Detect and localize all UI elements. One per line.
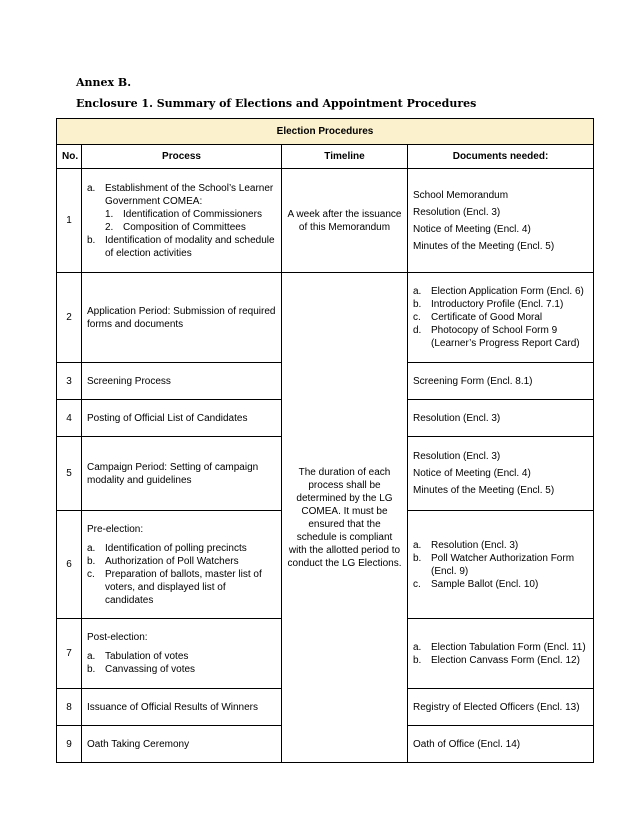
process-cell xyxy=(82,169,282,273)
process-heading: Post-election: xyxy=(87,632,148,643)
documents-cell xyxy=(408,437,594,511)
row-number: 6 xyxy=(57,511,82,619)
row-number: 2 xyxy=(57,273,82,363)
table-title: Election Procedures xyxy=(57,119,594,145)
list-item: a. Tabulation of votes xyxy=(87,651,189,662)
document-item: School Memorandum xyxy=(413,189,509,201)
documents-cell: Oath of Office (Encl. 14) xyxy=(408,726,594,763)
documents-cell xyxy=(408,169,594,273)
enclosure-title: Enclosure 1. Summary of Elections and Appointment Procedures xyxy=(76,97,477,110)
process-cell: Issuance of Official Results of Winners xyxy=(82,689,282,726)
list-item: 1. Identification of Commissioners xyxy=(105,208,262,220)
list-item: c. Sample Ballot (Encl. 10) xyxy=(413,578,539,590)
process-cell xyxy=(82,511,282,619)
row-number: 1 xyxy=(57,169,82,273)
header-row xyxy=(57,145,594,169)
col-header-no: No. xyxy=(57,145,82,169)
list-item: 2. Composition of Committees xyxy=(105,221,246,233)
list-item: c. Certificate of Good Moral xyxy=(413,312,543,323)
row-number: 9 xyxy=(57,726,82,763)
row-number: 4 xyxy=(57,400,82,437)
shared-timeline-cell: The duration of each process shall be determined by the LG COMEA. It must be ensured that the schedule is compliant with the allotted period to conduct the LG Elections. xyxy=(282,273,408,763)
documents-cell xyxy=(408,619,594,689)
process-cell: Campaign Period: Setting of campaign modality and guidelines xyxy=(82,437,282,511)
process-cell: Application Period: Submission of required forms and documents xyxy=(82,273,282,363)
documents-cell: Screening Form (Encl. 8.1) xyxy=(408,363,594,400)
list-item: d. Photocopy of School Form 9 (Learner’s Progress Report Card) xyxy=(413,325,580,349)
list-item: b. Election Canvass Form (Encl. 12) xyxy=(413,654,580,666)
col-header-timeline: Timeline xyxy=(282,145,408,169)
document-item: Minutes of the Meeting (Encl. 5) xyxy=(413,485,555,496)
list-item: b. Canvassing of votes xyxy=(87,664,196,675)
document-item: Notice of Meeting (Encl. 4) xyxy=(413,468,531,479)
process-cell: Posting of Official List of Candidates xyxy=(82,400,282,437)
process-cell xyxy=(82,619,282,689)
list-item: a. Election Tabulation Form (Encl. 11) xyxy=(413,641,586,653)
documents-cell: Registry of Elected Officers (Encl. 13) xyxy=(408,689,594,726)
documents-cell xyxy=(408,273,594,363)
document-item: Resolution (Encl. 3) xyxy=(413,451,501,462)
row-number: 3 xyxy=(57,363,82,400)
list-item: a. Identification of polling precincts xyxy=(87,542,247,554)
annex-label: Annex B. xyxy=(76,76,132,89)
document-item: Minutes of the Meeting (Encl. 5) xyxy=(413,240,555,252)
documents-cell xyxy=(408,511,594,619)
list-item: b. Introductory Profile (Encl. 7.1) xyxy=(413,299,564,310)
timeline-cell: A week after the issuance of this Memorandum xyxy=(282,169,408,273)
process-heading: Pre-election: xyxy=(87,523,144,535)
documents-cell: Resolution (Encl. 3) xyxy=(408,400,594,437)
list-item: c. Preparation of ballots, master list of voters, and displayed list of candidates xyxy=(87,568,262,606)
list-item: b. Poll Watcher Authorization Form (Encl. 9) xyxy=(413,552,575,577)
row-number: 8 xyxy=(57,689,82,726)
list-item: b. Authorization of Poll Watchers xyxy=(87,555,239,567)
list-item: a. Resolution (Encl. 3) xyxy=(413,539,519,551)
table-row xyxy=(57,273,594,363)
row-number: 5 xyxy=(57,437,82,511)
process-cell: Screening Process xyxy=(82,363,282,400)
col-header-documents: Documents needed: xyxy=(408,145,594,169)
list-item: b. Identification of modality and schedule of election activities xyxy=(87,234,275,259)
row-number: 7 xyxy=(57,619,82,689)
list-item: a. Election Application Form (Encl. 6) xyxy=(413,286,584,297)
document-item: Resolution (Encl. 3) xyxy=(413,206,501,218)
process-cell: Oath Taking Ceremony xyxy=(82,726,282,763)
list-item: a. Establishment of the School’s Learner Government COMEA: 1. Identification of Commissioners 2. Composition of Committees xyxy=(87,182,276,234)
election-procedures-table xyxy=(56,118,594,763)
document-item: Notice of Meeting (Encl. 4) xyxy=(413,223,531,235)
col-header-process: Process xyxy=(82,145,282,169)
table-row xyxy=(57,169,594,273)
table-title-row xyxy=(57,119,594,145)
